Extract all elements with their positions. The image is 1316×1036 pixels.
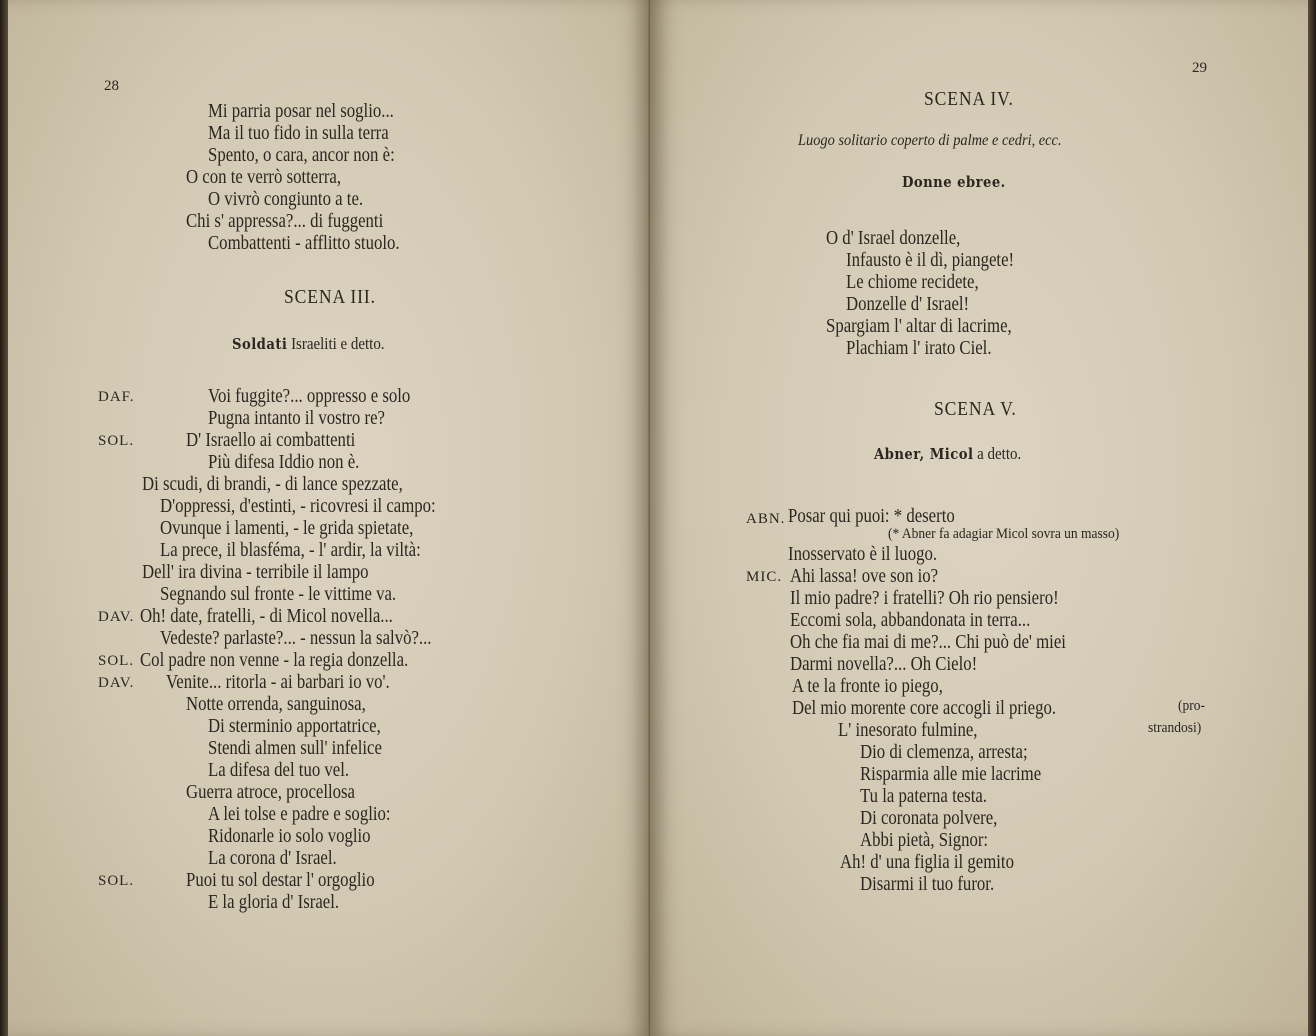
verse-line: Infausto è il dì, piangete!: [846, 250, 1015, 271]
characters-bold: Soldati: [232, 335, 288, 353]
verse-line: A lei tolse e padre e soglio:: [208, 804, 391, 825]
characters-rest: a detto.: [977, 444, 1022, 463]
page-number: 29: [1192, 60, 1207, 76]
right-page: [650, 0, 1308, 1036]
speaker-label: SOL.: [98, 653, 135, 669]
characters-bold: Donne ebree.: [902, 173, 1006, 191]
verse-line: Risparmia alle mie lacrime: [860, 764, 1042, 785]
verse-line: Spargiam l' altar di lacrime,: [826, 316, 1012, 337]
scene-characters: [232, 334, 385, 354]
verse-line: Ovunque i lamenti, - le grida spietate,: [160, 518, 414, 539]
speaker-label: SOL.: [98, 873, 135, 889]
verse-line: D' Israello ai combattenti: [186, 430, 356, 451]
verse-line: Ma il tuo fido in sulla terra: [208, 123, 389, 144]
verse-line: Le chiome recidete,: [846, 272, 979, 293]
verse-line: Segnando sul fronte - le vittime va.: [160, 584, 397, 605]
left-page: [8, 0, 650, 1036]
speaker-label: SOL.: [98, 433, 135, 449]
stage-direction: (* Abner fa adagiar Micol sovra un masso): [888, 526, 1120, 542]
verse-line: L' inesorato fulmine,: [838, 720, 978, 741]
speaker-label: DAV.: [98, 609, 135, 625]
verse-line: Pugna intanto il vostro re?: [208, 408, 385, 429]
verse-line: Il mio padre? i fratelli? Oh rio pensiero!: [790, 588, 1059, 609]
verse-line: Di scudi, di brandi, - di lance spezzate,: [142, 474, 403, 495]
speaker-label: ABN.: [746, 511, 786, 527]
verse-line: Venite... ritorla - ai barbari io vo'.: [166, 672, 390, 693]
verse-line: Ah! d' una figlia il gemito: [840, 852, 1014, 873]
verse-line: E la gloria d' Israel.: [208, 892, 340, 913]
verse-line: Mi parria posar nel soglio...: [208, 101, 394, 122]
verse-line: La corona d' Israel.: [208, 848, 337, 869]
verse-line: Guerra atroce, procellosa: [186, 782, 356, 803]
verse-line: Del mio morente core accogli il priego.: [792, 698, 1057, 719]
verse-line: Voi fuggite?... oppresso e solo: [208, 386, 411, 407]
verse-line: Plachiam l' irato Ciel.: [846, 338, 992, 359]
verse-line: Disarmi il tuo furor.: [860, 874, 995, 895]
verse-line: Più difesa Iddio non è.: [208, 452, 360, 473]
verse-line: Oh! date, fratelli, - di Micol novella...: [140, 606, 393, 627]
speaker-label: MIC.: [746, 569, 783, 585]
verse-line: Tu la paterna testa.: [860, 786, 987, 807]
characters-bold: Abner, Micol: [874, 445, 974, 463]
verse-line: Posar qui puoi: * deserto: [788, 506, 955, 527]
verse-line: A te la fronte io piego,: [792, 676, 943, 697]
page-number: 28: [104, 78, 119, 94]
verse-line: Col padre non venne - la regia donzella.: [140, 650, 409, 671]
scene-place: Luogo solitario coperto di palme e cedri, ecc.: [798, 132, 1062, 149]
verse-line: Inosservato è il luogo.: [788, 544, 938, 565]
verse-line: Chi s' appressa?... di fuggenti: [186, 211, 384, 232]
verse-line: Vedeste? parlaste?... - nessun la salvò?...: [160, 628, 432, 649]
verse-line: O d' Israel donzelle,: [826, 228, 961, 249]
verse-line: Notte orrenda, sanguinosa,: [186, 694, 366, 715]
scene-characters: [902, 172, 1006, 192]
scene-title: SCENA V.: [934, 398, 1017, 420]
verse-line: Di coronata polvere,: [860, 808, 998, 829]
verse-line: Eccomi sola, abbandonata in terra...: [790, 610, 1031, 631]
scene-characters: [874, 444, 1021, 464]
verse-line: Darmi novella?... Oh Cielo!: [790, 654, 978, 675]
verse-line: Donzelle d' Israel!: [846, 294, 970, 315]
verse-line: Stendi almen sull' infelice: [208, 738, 382, 759]
verse-line: Ahi lassa! ove son io?: [790, 566, 939, 587]
speaker-label: DAF.: [98, 389, 135, 405]
scene-title: SCENA III.: [284, 286, 376, 308]
verse-line: La prece, il blasféma, - l' ardir, la viltà:: [160, 540, 421, 561]
verse-line: Di sterminio apportatrice,: [208, 716, 381, 737]
verse-line: O vivrò congiunto a te.: [208, 189, 364, 210]
verse-line: Spento, o cara, ancor non è:: [208, 145, 395, 166]
verse-line: Combattenti - afflitto stuolo.: [208, 233, 400, 254]
verse-line: O con te verrò sotterra,: [186, 167, 342, 188]
verse-line: D'oppressi, d'estinti, - ricovresi il campo:: [160, 496, 436, 517]
stage-direction: strandosi): [1148, 720, 1202, 736]
verse-line: Dio di clemenza, arresta;: [860, 742, 1028, 763]
characters-rest: Israeliti e detto.: [291, 334, 385, 353]
verse-line: Abbi pietà, Signor:: [860, 830, 989, 851]
speaker-label: DAV.: [98, 675, 135, 691]
stage-direction: (pro-: [1178, 698, 1205, 714]
verse-line: La difesa del tuo vel.: [208, 760, 350, 781]
verse-line: Puoi tu sol destar l' orgoglio: [186, 870, 375, 891]
scene-title: SCENA IV.: [924, 88, 1014, 110]
verse-line: Ridonarle io solo voglio: [208, 826, 371, 847]
verse-line: Oh che fia mai di me?... Chi può de' miei: [790, 632, 1066, 653]
verse-line: Dell' ira divina - terribile il lampo: [142, 562, 369, 583]
